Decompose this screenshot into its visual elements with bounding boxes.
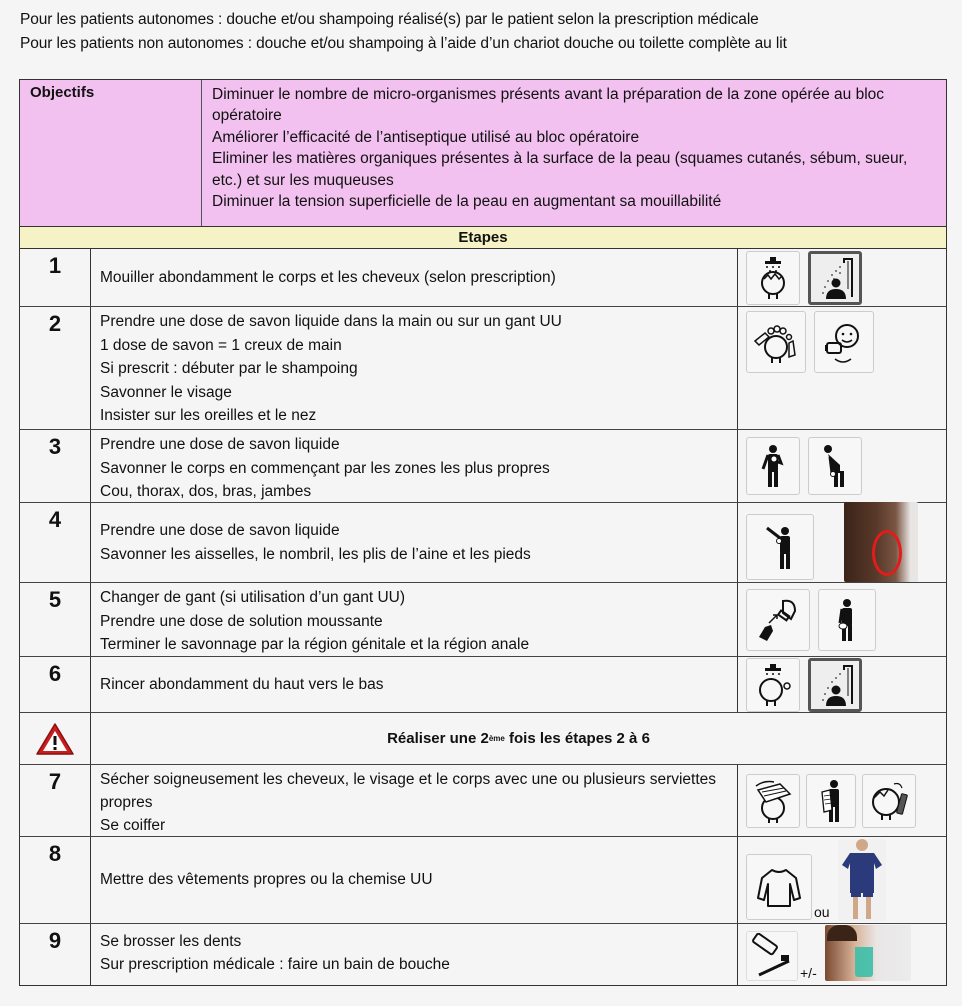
step-text <box>91 657 738 712</box>
step-text <box>91 924 738 985</box>
step-line: Mettre des vêtements propres ou la chemise UU <box>100 871 433 889</box>
dry-hair-icon <box>746 774 800 828</box>
step-line: Se brosser les dents <box>100 932 242 950</box>
objective-item: Diminuer le nombre de micro-organismes présents avant la préparation de la zone opérée au bloc opératoire <box>212 86 885 125</box>
warning-text-end: fois les étapes 2 à 6 <box>504 730 650 747</box>
gown-photo <box>838 839 886 921</box>
highlight-circle <box>872 530 902 576</box>
step-text <box>91 765 738 836</box>
or-connector: ou <box>814 904 830 920</box>
warning-row <box>20 713 946 765</box>
steps-header: Etapes <box>20 227 946 249</box>
soap-armpit-icon <box>746 514 814 580</box>
step-line: Mouiller abondamment le corps et les cheveux (selon prescription) <box>100 268 556 286</box>
head-shower-icon <box>746 658 800 712</box>
navel-photo <box>844 502 918 582</box>
objectives-label: Objectifs <box>20 80 202 226</box>
step-icons <box>738 249 946 306</box>
intro-autonomous: Pour les patients autonomes : douche et/ou shampoing réalisé(s) par le patient selon la prescription médicale <box>20 11 759 28</box>
shirt-icon <box>746 854 812 920</box>
intro-non-autonomous: Pour les patients non autonomes : douche et/ou shampoing à l’aide d’un chariot douche ou toilette complète au lit <box>20 35 787 52</box>
towel-body-icon <box>806 774 856 828</box>
step-number: 9 <box>20 924 91 985</box>
step-line: Cou, thorax, dos, bras, jambes <box>100 483 312 500</box>
objectives-list <box>202 80 946 226</box>
step-text <box>91 583 738 656</box>
plus-minus-connector: +/- <box>800 965 817 981</box>
soap-chest-icon <box>746 437 800 495</box>
step-text <box>91 837 738 923</box>
step-icons <box>738 503 946 582</box>
step-line: Sécher soigneusement les cheveux, le visage et le corps avec une ou plusieurs serviettes propres <box>100 771 717 811</box>
objectives-row <box>20 80 946 227</box>
step-number: 4 <box>20 503 91 582</box>
step-number: 6 <box>20 657 91 712</box>
step-row <box>20 583 946 657</box>
step-line: 1 dose de savon = 1 creux de main <box>100 336 342 354</box>
step-line: Savonner les aisselles, le nombril, les plis de l’aine et les pieds <box>100 545 531 563</box>
mouthwash-glass <box>855 947 873 977</box>
step-text <box>91 249 738 306</box>
step-line: Sur prescription médicale : faire un bain de bouche <box>100 956 450 973</box>
comb-hair-icon <box>862 774 916 828</box>
warning-triangle-icon <box>35 722 75 756</box>
step-line: Savonner le visage <box>100 383 232 401</box>
hair <box>827 925 857 941</box>
warning-superscript: ème <box>488 734 505 743</box>
step-line: Se coiffer <box>100 817 166 834</box>
step-icons <box>738 765 946 836</box>
protocol-table <box>19 79 947 986</box>
step-icons <box>738 924 946 985</box>
step-line: Prendre une dose de savon liquide dans la main ou sur un gant UU <box>100 313 562 330</box>
step-line: Changer de gant (si utilisation d’un gant UU) <box>100 589 406 606</box>
step-line: Terminer le savonnage par la région génitale et la région anale <box>100 636 530 653</box>
objective-item: Améliorer l’efficacité de l’antiseptique utilisé au bloc opératoire <box>212 128 640 146</box>
warning-message <box>91 713 946 764</box>
step-row <box>20 430 946 503</box>
step-row <box>20 307 946 430</box>
soap-genital-icon <box>818 589 876 651</box>
shampoo-hands-icon <box>746 311 806 373</box>
step-line: Prendre une dose de savon liquide <box>100 436 340 453</box>
step-number: 5 <box>20 583 91 656</box>
step-row <box>20 657 946 713</box>
toothbrush-icon <box>746 931 798 981</box>
shower-person-icon <box>808 251 862 305</box>
step-number: 7 <box>20 765 91 836</box>
step-icons <box>738 657 946 712</box>
step-number: 3 <box>20 430 91 502</box>
step-icons <box>738 837 946 923</box>
step-icons <box>738 307 946 429</box>
warning-icon-cell <box>20 713 91 764</box>
warning-text: Réaliser une 2 <box>387 730 489 747</box>
step-row <box>20 765 946 837</box>
step-text <box>91 503 738 582</box>
step-line: Insister sur les oreilles et le nez <box>100 407 317 424</box>
step-line: Prendre une dose de solution moussante <box>100 612 383 630</box>
step-number: 8 <box>20 837 91 923</box>
step-icons <box>738 583 946 656</box>
step-number: 1 <box>20 249 91 306</box>
step-text <box>91 307 738 429</box>
objective-item: Diminuer la tension superficielle de la peau en augmentant sa mouillabilité <box>212 193 722 211</box>
step-row <box>20 837 946 924</box>
step-line: Rincer abondamment du haut vers le bas <box>100 675 384 693</box>
step-line: Prendre une dose de savon liquide <box>100 522 340 539</box>
step-line: Si prescrit : débuter par le shampoing <box>100 360 358 377</box>
soap-legs-icon <box>808 437 862 495</box>
step-text <box>91 430 738 502</box>
objective-item: Eliminer les matières organiques présentes à la surface de la peau (squames cutanés, sébum, sueur, etc.) et sur les muqueuses <box>212 150 908 189</box>
step-row <box>20 503 946 583</box>
step-row <box>20 924 946 985</box>
mouthwash-photo <box>825 925 911 981</box>
step-row <box>20 249 946 307</box>
step-line: Savonner le corps en commençant par les zones les plus propres <box>100 459 550 477</box>
change-glove-icon <box>746 589 810 651</box>
wash-face-icon <box>814 311 874 373</box>
head-shower-icon <box>746 251 800 305</box>
shower-person-icon <box>808 658 862 712</box>
step-icons <box>738 430 946 502</box>
step-number: 2 <box>20 307 91 429</box>
